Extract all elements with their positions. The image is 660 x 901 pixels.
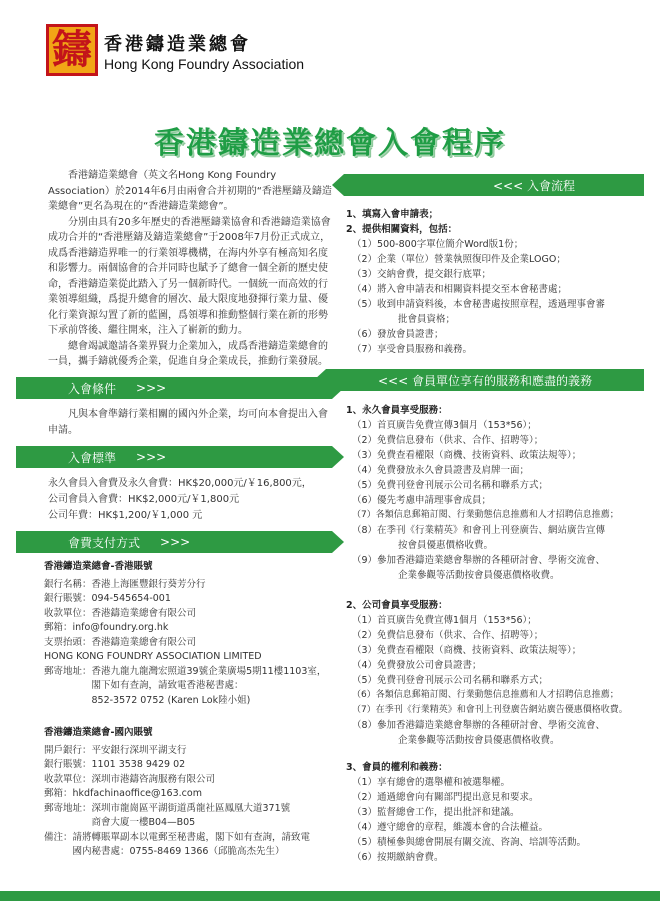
- rights-item: （4）遵守總會的章程，維護本會的合法權益。: [352, 822, 549, 833]
- service-item-continuation: 按會員優惠價格收費。: [398, 540, 494, 551]
- process-item: （7）享受會員服務和義務。: [352, 344, 473, 355]
- rights-item: （3）監督總會工作，提出批評和建議。: [352, 807, 520, 818]
- intro-paragraph: 分別由具有20多年歷史的香港壓鑄業協會和香港鑄造業協會成功合并的“香港壓鑄及鑄造業總會”于2008年7月份正式成立，成爲香港鑄造界唯一的行業領導機構，在海内外享有極高知名度和影響力。兩個協會的合并同時也賦予了總會一個全新的歷史使命，香港鑄造業從此踏入了另一個新時代。一個統一而高效的行業領導組織，爲提升總會的層次、最大限度地發揮行業力量、優化行業資源勾置了新的藍圖，爲領導和推動整個行業在新的形勢下承前啓後、繼往開來，注入了嶄新的動力。: [48, 216, 331, 336]
- standards-list: [48, 476, 332, 524]
- standard-item: 永久會員入會費及永久會費：HK$20,000元/￥16,800元，: [48, 478, 312, 489]
- permanent-member-services: [346, 403, 646, 583]
- cn-account-line: 開戶銀行：平安銀行深圳平湖支行: [44, 744, 187, 756]
- hk-account-line: 收款單位：香港鑄造業總會有限公司: [44, 607, 197, 619]
- service-item: （4）免費發放公司會員證書；: [352, 660, 482, 671]
- section-bar-conditions: [16, 377, 332, 399]
- process-section: [346, 207, 646, 357]
- section-bar-label: 入會標準: [68, 450, 117, 465]
- service-item: （3）免費查看權限（商機、技術資料、政策法規等）；: [352, 645, 582, 656]
- hk-account-title: 香港鑄造業總會-香港賬號: [44, 561, 153, 572]
- process-step: 2、提供相關資料，包括：: [346, 224, 458, 235]
- service-item: （8）在季刊《行業精英》和會刊上刊登廣告、網站廣告宣傳: [352, 525, 606, 536]
- rights-item: （2）通過總會向有關部門提出意見和要求。: [352, 792, 539, 803]
- cn-account-line: 銀行賬號：1101 3538 9429 02: [44, 759, 186, 770]
- service-item: （8）參加香港鑄造業總會舉辦的各種研討會、學術交流會、: [352, 720, 606, 731]
- cn-account-line: 國内秘書處：0755-8469 1366（邱脆高杰先生）: [44, 846, 285, 857]
- service-item-continuation: 企業參觀等活動按會員優惠價格收費。: [398, 570, 560, 581]
- arrow-icon: >>>: [160, 535, 191, 549]
- section-bar-label: <<< 會員單位享有的服務和應盡的義務: [378, 373, 592, 388]
- logo: [46, 24, 98, 76]
- service-item: （3）免費查看權限（商機、技術資料、政策法規等）；: [352, 450, 582, 461]
- rights-item: （5）積極參與總會開展有關交流、咨詢、培訓等活動。: [352, 837, 587, 848]
- org-name-chinese: 香港鑄造業總會: [104, 34, 251, 55]
- cn-account-line: 郵寄地址：深圳市龍崗區平湖街道禹龍社區鳳凰大道371號: [44, 802, 291, 814]
- process-item: （2）企業（單位）營業執照復印件及企業LOGO；: [352, 254, 566, 265]
- section-bar-payment: [16, 531, 332, 553]
- standard-item: 公司會員入會費：HK$2,000元/￥1,800元: [48, 494, 240, 505]
- service-item: （2）免費信息發布（供求、合作、招聘等）；: [352, 630, 544, 641]
- page-title: 香港鑄造業總會入會程序: [154, 126, 506, 161]
- section-bar-standards: [16, 446, 332, 468]
- hk-account-line: 閣下如有查詢，請致電香港秘書處：: [44, 680, 244, 691]
- process-item: （1）500-800字單位簡介Word版1份；: [352, 239, 524, 250]
- cn-account-line: 收款單位：深圳市港鑄咨詢服務有限公司: [44, 773, 216, 785]
- cn-account-line: 郵箱：hkdfachinaoffice@163.com: [44, 788, 202, 799]
- service-item: （1）首頁廣告免費宣傳3個月（153*56）；: [352, 420, 537, 431]
- section-bar-label: 入會條件: [68, 381, 117, 396]
- process-item: （3）交納會費，提交銀行底單；: [352, 269, 492, 280]
- cn-account: [44, 726, 334, 860]
- conditions-paragraph: 凡與本會準鑄行業相關的國內外企業，均可向本會提出入會申請。: [48, 409, 328, 436]
- hk-account-line: 郵寄地址：香港九龍九龍灣宏照道39號企業廣場5期11樓1103室，: [44, 665, 327, 677]
- service-item-continuation: 企業參觀等活動按會員優惠價格收費。: [398, 735, 560, 746]
- process-step: 1、填寫入會申請表；: [346, 209, 439, 220]
- service-item: （4）免費發放永久會員證書及肩牌一面；: [352, 465, 530, 476]
- member-rights-title: 3、會員的權利和義務：: [346, 762, 448, 773]
- process-item: （5）收到申請資料後，本會秘書處按照章程，透過理事會審: [352, 299, 606, 310]
- service-item: （6）優先考慮申請理事會成員；: [352, 495, 492, 506]
- member-rights: [346, 760, 646, 865]
- cn-account-line: 商會大廈一樓B04—B05: [44, 817, 196, 828]
- service-item: （7）各類信息郵箱訂閱、行業動態信息推薦和人才招聘信息推薦；: [352, 510, 619, 520]
- section-bar-process: [344, 174, 644, 196]
- section-bar-label: <<< 入會流程: [493, 178, 575, 193]
- process-item: （4）將入會申請表和相關資料提交至本會秘書處；: [352, 284, 568, 295]
- section-bar-label: 會費支付方式: [68, 535, 141, 550]
- arrow-icon: >>>: [136, 381, 167, 395]
- hk-account-line: HONG KONG FOUNDRY ASSOCIATION LIMITED: [44, 651, 262, 662]
- rights-item: （6）按期繳納會費。: [352, 852, 444, 863]
- service-item: （6）各類信息郵箱訂閱、行業動態信息推薦和人才招聘信息推薦；: [352, 690, 619, 700]
- company-member-services: [346, 598, 646, 748]
- permanent-member-title: 1、永久會員享受服務：: [346, 405, 448, 416]
- service-item: （1）首頁廣告免費宣傳1個月（153*56）；: [352, 615, 537, 626]
- hk-account-line: 銀行名稱：香港上海匯豐銀行葵芳分行: [44, 578, 206, 590]
- footer-bar: [0, 891, 660, 901]
- hk-account-line: 支票抬頭：香港鑄造業總會有限公司: [44, 636, 197, 648]
- hk-account-line: 銀行賬號：094-545654-001: [44, 593, 171, 604]
- cn-account-line: 備注：請將轉賬單副本以電郵至秘書處，閣下如有查詢，請致電: [44, 831, 311, 843]
- standard-item: 公司年費：HK$1,200/￥1,000 元: [48, 510, 203, 521]
- conditions-text: [48, 407, 332, 438]
- process-item-continuation: 批會員資格；: [398, 314, 456, 325]
- service-item: （2）免費信息發布（供求、合作、招聘等）；: [352, 435, 544, 446]
- hk-account-line: 郵箱：info@foundry.org.hk: [44, 622, 169, 633]
- service-item: （7）在季刊《行業精英》和會刊上刊登廣告網站廣告優惠價格收費。: [352, 705, 628, 715]
- company-member-title: 2、公司會員享受服務：: [346, 600, 448, 611]
- cn-account-title: 香港鑄造業總會-國內賬號: [44, 727, 153, 738]
- intro-paragraph: 總會竭誠邀請各業界賢力企業加入，成爲香港鑄造業總會的一員，攜手鑄就優秀企業，促進自身企業成長，推動行業發展。: [48, 340, 328, 367]
- service-item: （5）免費刊登會刊展示公司名稱和聯系方式；: [352, 480, 549, 491]
- org-name-english: Hong Kong Foundry Association: [104, 56, 305, 72]
- arrow-icon: >>>: [136, 450, 167, 464]
- hk-account-line: 852-3572 0752 (Karen Lok陸小姐): [44, 694, 251, 706]
- rights-item: （1）享有總會的選舉權和被選舉權。: [352, 777, 511, 788]
- hk-account: [44, 560, 334, 708]
- service-item: （5）免費刊登會刊展示公司名稱和聯系方式；: [352, 675, 549, 686]
- section-bar-services: [326, 369, 644, 391]
- logo-character: 鑄: [52, 26, 92, 73]
- intro-paragraph: 香港鑄造業總會（英文名Hong Kong Foundry Association）於2014年6月由兩會合并初期的“香港壓鑄及鑄造業總會”更名為現在的“香港鑄造業總會”。: [48, 170, 332, 212]
- process-item: （6）發放會員證書；: [352, 329, 444, 340]
- intro-text: [48, 168, 332, 370]
- service-item: （9）參加香港鑄造業總會舉辦的各種研討會、學術交流會、: [352, 555, 606, 566]
